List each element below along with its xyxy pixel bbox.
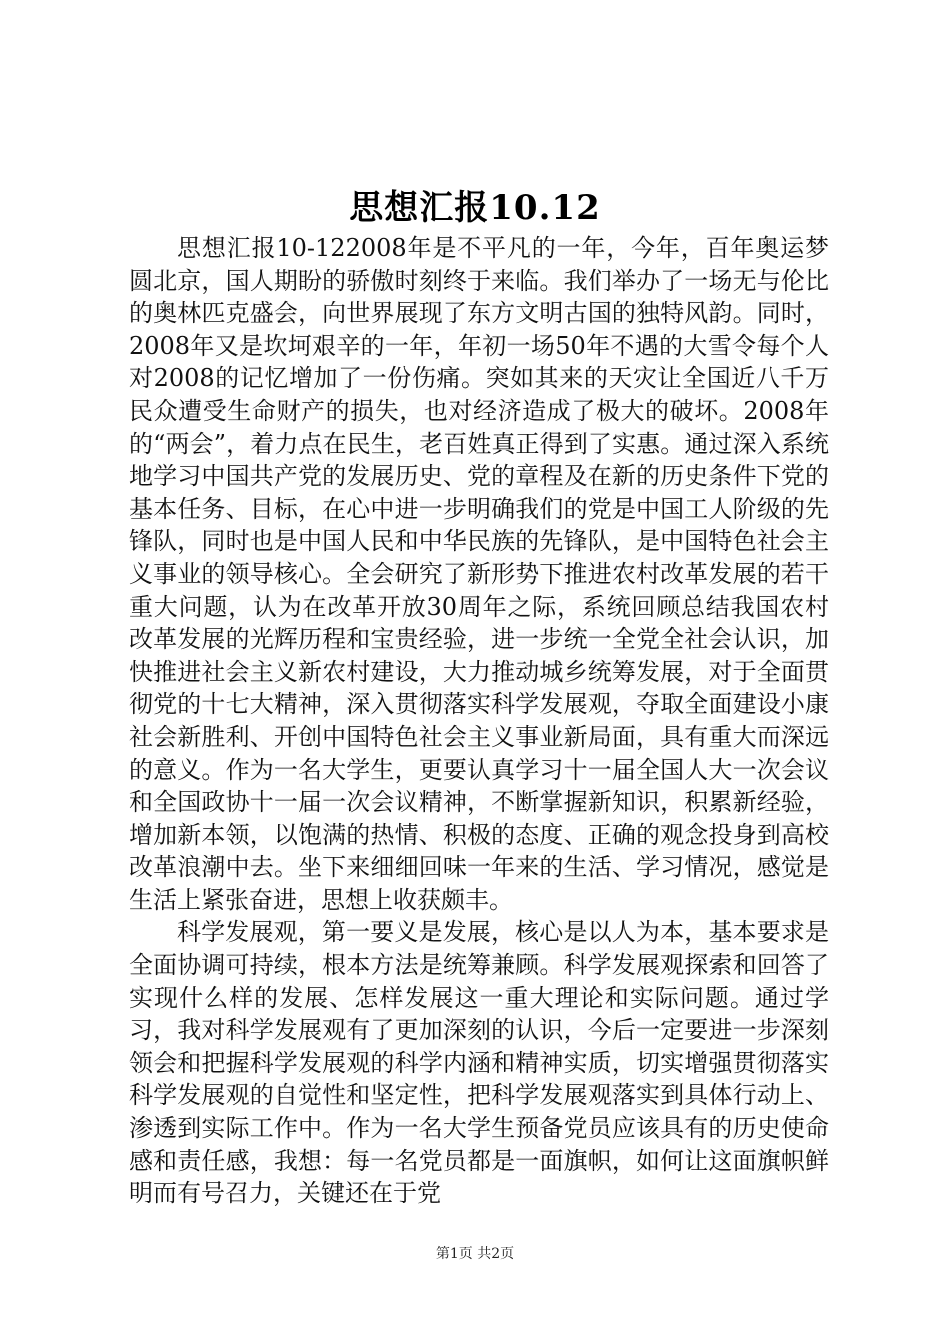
page-footer: 第1页 共2页 (435, 1246, 515, 1262)
document-body (129, 232, 829, 1210)
paragraph-2: 科学发展观，第一要义是发展，核心是以人为本，基本要求是全面协调可持续，根本方法是统筹兼顾。科学发展观探索和回答了实现什么样的发展、怎样发展这一重大理论和实际问题。通过学习，我对科学发展观有了更加深刻的认识，今后一定要进一步深刻领会和把握科学发展观的科学内涵和精神实质，切实增强贯彻落实科学发展观的自觉性和坚定性，把科学发展观落实到具体行动上、渗透到实际工作中。作为一名大学生预备党员应该具有的历史使命感和责任感，我想：每一名党员都是一面旗帜，如何让这面旗帜鲜明而有号召力，关键还在于党 (129, 918, 829, 1208)
document-title: 思想汇报10.12 (349, 188, 601, 228)
paragraph-1: 思想汇报10-122008年是不平凡的一年，今年，百年奥运梦圆北京，国人期盼的骄傲时刻终于来临。我们举办了一场无与伦比的奥林匹克盛会，向世界展现了东方文明古国的独特风韵。同时，2008年又是坎坷艰辛的一年，年初一场50年不遇的大雪令每个人对2008的记忆增加了一份伤痛。突如其来的天灾让全国近八千万民众遭受生命财产的损失，也对经济造成了极大的破坏。2008年的“两会”，着力点在民生，老百姓真正得到了实惠。通过深入系统地学习中国共产党的发展历史、党的章程及在新的历史条件下党的基本任务、目标，在心中进一步明确我们的党是中国工人阶级的先锋队，同时也是中国人民和中华民族的先锋队，是中国特色社会主义事业的领导核心。全会研究了新形势下推进农村改革发展的若干重大问题，认为在改革开放30周年之际，系统回顾总结我国农村改革发展的光辉历程和宝贵经验，进一步统一全党全社会认识，加快推进社会主义新农村建设，大力推动城乡统筹发展，对于全面贯彻党的十七大精神，深入贯彻落实科学发展观，夺取全面建设小康社会新胜利、开创中国特色社会主义事业新局面，具有重大而深远的意义。作为一名大学生，更要认真学习十一届全国人大一次会议和全国政协十一届一次会议精神，不断掌握新知识，积累新经验，增加新本领，以饱满的热情、积极的态度、正确的观念投身到高校改革浪潮中去。坐下来细细回味一年来的生活、学习情况，感觉是生活上紧张奋进，思想上收获颇丰。 (129, 234, 829, 914)
